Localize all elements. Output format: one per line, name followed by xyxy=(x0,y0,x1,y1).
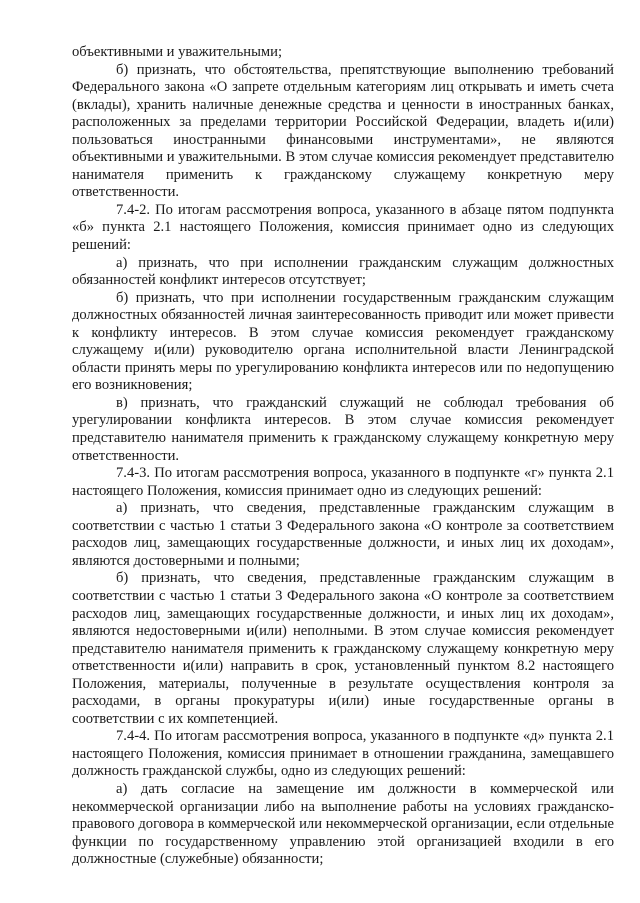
paragraph-7-4-2: 7.4-2. По итогам рассмотрения вопроса, указанного в абзаце пятом подпункта «б» пункта 2.1 настоящего Положения, комиссия принимает одно из следующих решений: xyxy=(72,201,614,254)
paragraph-continuation: объективными и уважительными; xyxy=(72,44,282,60)
paragraph-item-b: б) признать, что сведения, представленные гражданским служащим в соответствии с частью 1 статьи 3 Федерального закона «О контроле за соответствием расходов лиц, замещающих государственные должности, и иных лиц их доходам», являются недостоверными и(или) неполными. В этом случае комиссия рекомендует представителю нанимателя применить к гражданскому служащему конкретную меру ответственности и(или) направить в срок, установленный пунктом 8.2 настоящего Положения, материалы, полученные в результате осуществления контроля за расходами, в органы прокуратуры и(или) иные государственные органы в соответствии с их компетенцией. xyxy=(72,570,614,727)
paragraph-item-a: а) дать согласие на замещение им должности в коммерческой или некоммерческой организации либо на выполнение работы на условиях гражданско-правового договора в коммерческой или некоммерческой организации, если отдельные функции по государственному управлению этой организацией входили в его должностные (служебные) обязанности; xyxy=(72,780,614,868)
paragraph-7-4-4: 7.4-4. По итогам рассмотрения вопроса, указанного в подпункте «д» пункта 2.1 настоящего Положения, комиссия принимает в отношении гражданина, замещавшего должность гражданской службы, одно из следующих решений: xyxy=(72,728,614,780)
paragraph-item-b: б) признать, что обстоятельства, препятствующие выполнению требований Федерального закона «О запрете отдельным категориям лиц открывать и иметь счета (вклады), хранить наличные денежные средства и ценности в иностранных банках, расположенных за пределами территории Российской Федерации, владеть и(или) пользоваться иностранными финансовыми инструментами», не являются объективными и уважительными. В этом случае комиссия рекомендует представителю нанимателя применить к гражданскому служащему конкретную меру ответственности. xyxy=(72,61,614,201)
paragraph-item-v: в) признать, что гражданский служащий не соблюдал требования об урегулировании конфликта интересов. В этом случае комиссия рекомендует представителю нанимателя применить к гражданскому служащему конкретную меру ответственности. xyxy=(72,394,614,464)
paragraph-item-b: б) признать, что при исполнении государственным гражданским служащим должностных обязанностей личная заинтересованность приводит или может привести к конфликту интересов. В этом случае комиссия рекомендует гражданскому служащему и(или) руководителю органа исполнительной власти Ленинградской области принять меры по урегулированию конфликта интересов или по недопущению его возникновения; xyxy=(72,289,614,394)
paragraph-item-a: а) признать, что при исполнении гражданским служащим должностных обязанностей конфликт интересов отсутствует; xyxy=(72,254,614,289)
paragraph-7-4-3: 7.4-3. По итогам рассмотрения вопроса, указанного в подпункте «г» пункта 2.1 настоящего Положения, комиссия принимает одно из следующих решений: xyxy=(72,465,614,499)
paragraph-item-a: а) признать, что сведения, представленные гражданским служащим в соответствии с частью 1 статьи 3 Федерального закона «О контроле за соответствием расходов лиц, замещающих государственные должности, и иных лиц их доходам», являются достоверными и полными; xyxy=(72,500,614,569)
